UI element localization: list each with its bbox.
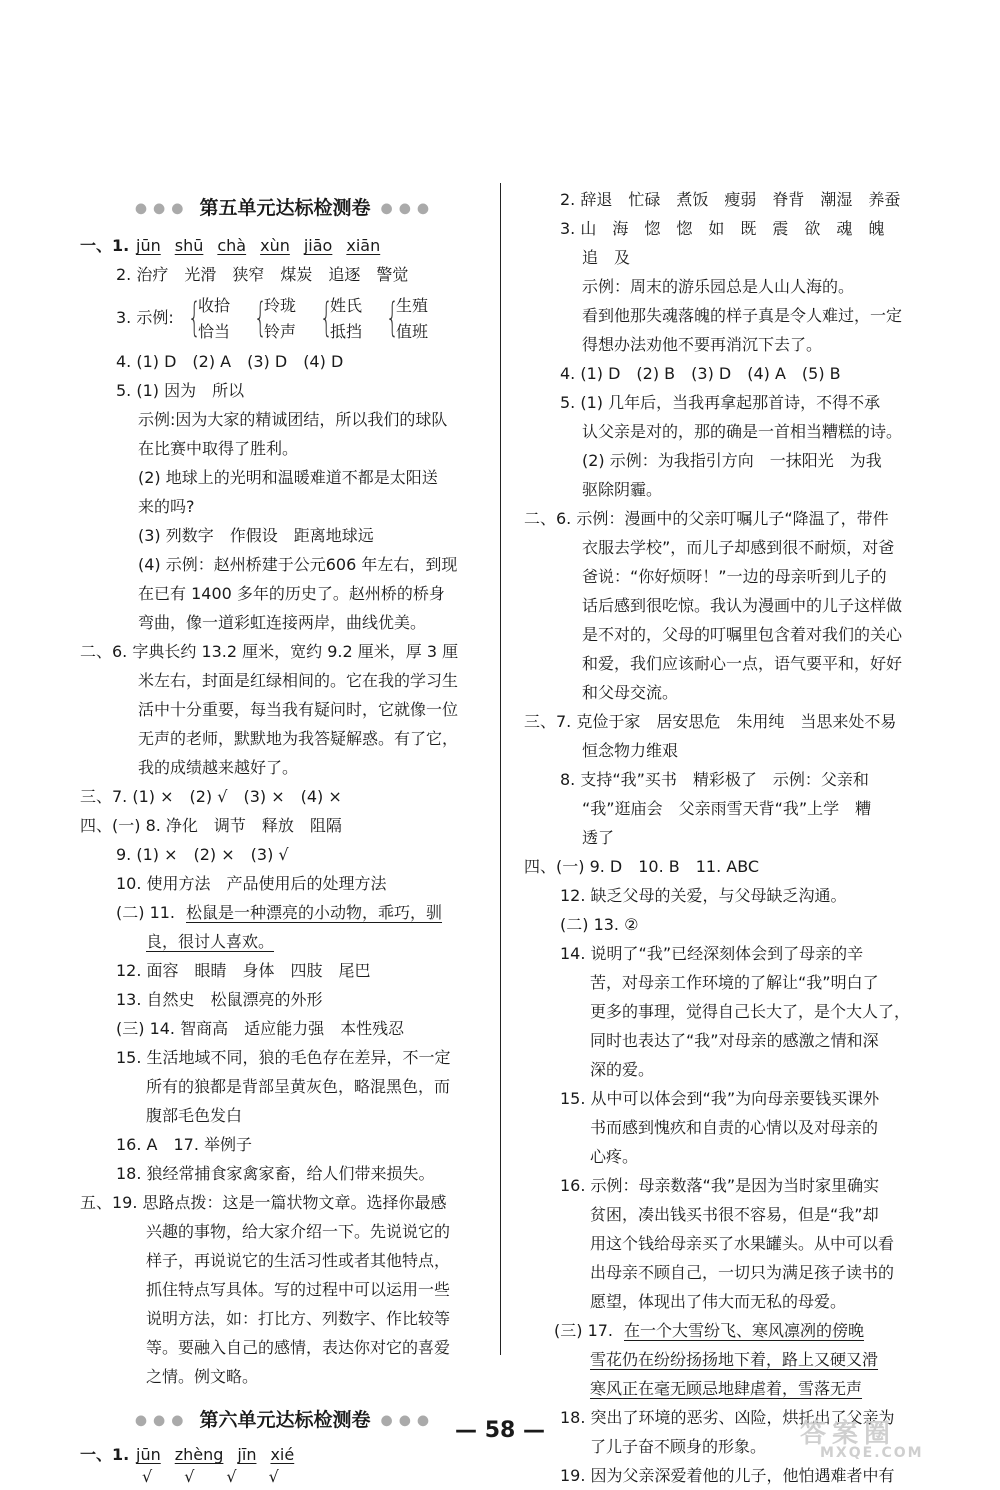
page-number: — 58 — [455, 1418, 545, 1443]
answer-line: 一、1. jūn shū chà xùn jiāo xiān [80, 231, 490, 260]
column-divider [500, 183, 501, 1355]
brace-answer: 3. 示例: { 收拾 恰当 { 玲珑 铃声 { 姓氏 抵挡 { 生殖 值班 [80, 289, 490, 347]
pinyin-answers: jūn shū chà xùn jiāo xiān [136, 236, 381, 255]
left-column: ●●● 第五单元达标检测卷 ●●● 一、1. jūn shū chà xùn jiāo xiān 2. 治疗 光滑 狭窄 煤炭 追逐 警觉 3. 示例: { 收拾 恰当 { 玲珑 铃声 { 姓氏 抵挡 { 生殖 值班 4. (1) D (2) A (3) D (4) D 5. (1) 因为 所以 示例:因为大家的精诚团结，所以我们的球队 在比赛中取得了胜利。 (2) 地球上的光明和温暖难道不都是太阳送 来的吗? (3) 列数字 作假设 距离地球远 (4) 示例：赵州桥建于公元606 年左右，到现 在已有 1400 多年的历史了。赵州桥的桥身 弯曲，像一道彩虹连接两岸，曲线优美。 二、6. 字典长约 13.2 厘米，宽约 9.2 厘米，厚 3 厘 米左右，封面是红绿相间的。它在我的学习生 活中十分重要，每当我有疑问时，它就像一位 无声的老师，默默地为我答疑解惑。有了它， 我的成绩越来越好了。 三、7. (1) × (2) √ (3) × (4) × 四、(一) 8. 净化 调节 释放 阻隔 9. (1) × (2) × (3) √ 10. 使用方法 产品使用后的处理方法 (二) 11. 松鼠是一种漂亮的小动物，乖巧，驯 良，很讨人喜欢。 12. 面容 眼睛 身体 四肢 尾巴 13. 自然史 松鼠漂亮的外形 (三) 14. 智商高 适应能力强 本性残忍 15. 生活地域不同，狼的毛色存在差异，不一定 所有的狼都是背部呈黄灰色，略混黑色，而 腹部毛色发白 16. A 17. 举例子 18. 狼经常捕食家禽家畜，给人们带来损失。 五、19. 思路点拨：这是一篇状物文章。选择你最感 兴趣的事物，给大家介绍一下。先说说它的 样子，再说说它的生活习性或者其他特点， 抓住特点写具体。写的过程中可以运用一些 说明方法，如：打比方、列数字、作比较等 等。要融入自己的感情，表达你对它的喜爱 之情。例文略。 ●●● 第六单元达标检测卷 ●●● 一、1. jūn zhèng jīn xié √ √ √ √ [80, 185, 490, 1487]
decorative-dots-icon: ●●● [134, 1412, 190, 1429]
check-marks: √ √ √ √ [142, 1467, 279, 1486]
word-pair: { 收拾 恰当 [188, 295, 231, 341]
word-pair: { 生殖 值班 [386, 295, 429, 341]
word-pair: { 玲珑 铃声 [254, 295, 297, 341]
word-pair: { 姓氏 抵挡 [320, 295, 363, 341]
decorative-dots-icon: ●●● [380, 1412, 436, 1429]
section6-title: 第六单元达标检测卷 [199, 1409, 371, 1431]
decorative-dots-icon: ●●● [380, 200, 436, 217]
watermark-logo: 答案圈 MXQE.COM [800, 1419, 924, 1461]
decorative-dots-icon: ●●● [134, 200, 190, 217]
right-column: 2. 辞退 忙碌 煮饭 瘦弱 脊背 潮湿 养蚕 3. 山 海 惚 惚 如 既 震 欲 魂 魄 追 及 示例：周末的游乐园总是人山人海的。 看到他那失魂落魄的样子真是令人难过，一定 得想办法劝他不要再消沉下去了。 4. (1) D (2) B (3) D (4) A (5) B 5. (1) 几年后，当我再拿起那首诗，不得不承 认父亲是对的，那的确是一首相当糟糕的诗。 (2) 示例：为我指引方向 一抹阳光 为我 驱除阴霾。 二、6. 示例：漫画中的父亲叮嘱儿子“降温了，带件 衣服去学校”，而儿子却感到很不耐烦，对爸 爸说：“你好烦呀！”一边的母亲听到儿子的 话后感到很吃惊。我认为漫画中的儿子这样做 是不对的，父母的叮嘱里包含着对我们的关心 和爱，我们应该耐心一点，语气要平和，好好 和父母交流。 三、7. 克俭于家 居安思危 朱用纯 当思来处不易 恒念物力维艰 8. 支持“我”买书 精彩极了 示例：父亲和 “我”逛庙会 父亲雨雪天背“我”上学 糟 透了 四、(一) 9. D 10. B 11. ABC 12. 缺乏父母的关爱，与父母缺乏沟通。 (二) 13. ② 14. 说明了“我”已经深刻体会到了母亲的辛 苦，对母亲工作环境的了解让“我”明白了 更多的事理，觉得自己长大了，是个大人了， 同时也表达了“我”对母亲的感激之情和深 深的爱。 15. 从中可以体会到“我”为向母亲要钱买课外 书而感到愧疚和自责的心情以及对母亲的 心疼。 16. 示例：母亲数落“我”是因为当时家里确实 贫困，凑出钱买书很不容易，但是“我”却 用这个钱给母亲买了水果罐头。从中可以看 出母亲不顾自己，一切只为满足孩子读书的 愿望，体现出了伟大而无私的母爱。 (三) 17. 在一个大雪纷飞、寒风凛冽的傍晚 雪花仍在纷纷扬扬地下着，路上又硬又滑 寒风正在毫无顾忌地肆虐着，雪落无声 18. 突出了环境的恶劣、凶险，烘托出了父亲为 了儿子奋不顾身的形象。 19. 因为父亲深爱着他的儿子，他怕遇难者中有 [524, 190, 911, 1485]
section5-title: 第五单元达标检测卷 [199, 197, 371, 219]
pinyin-answers: jūn zhèng jīn xié [136, 1445, 295, 1464]
section5-heading [80, 185, 490, 231]
